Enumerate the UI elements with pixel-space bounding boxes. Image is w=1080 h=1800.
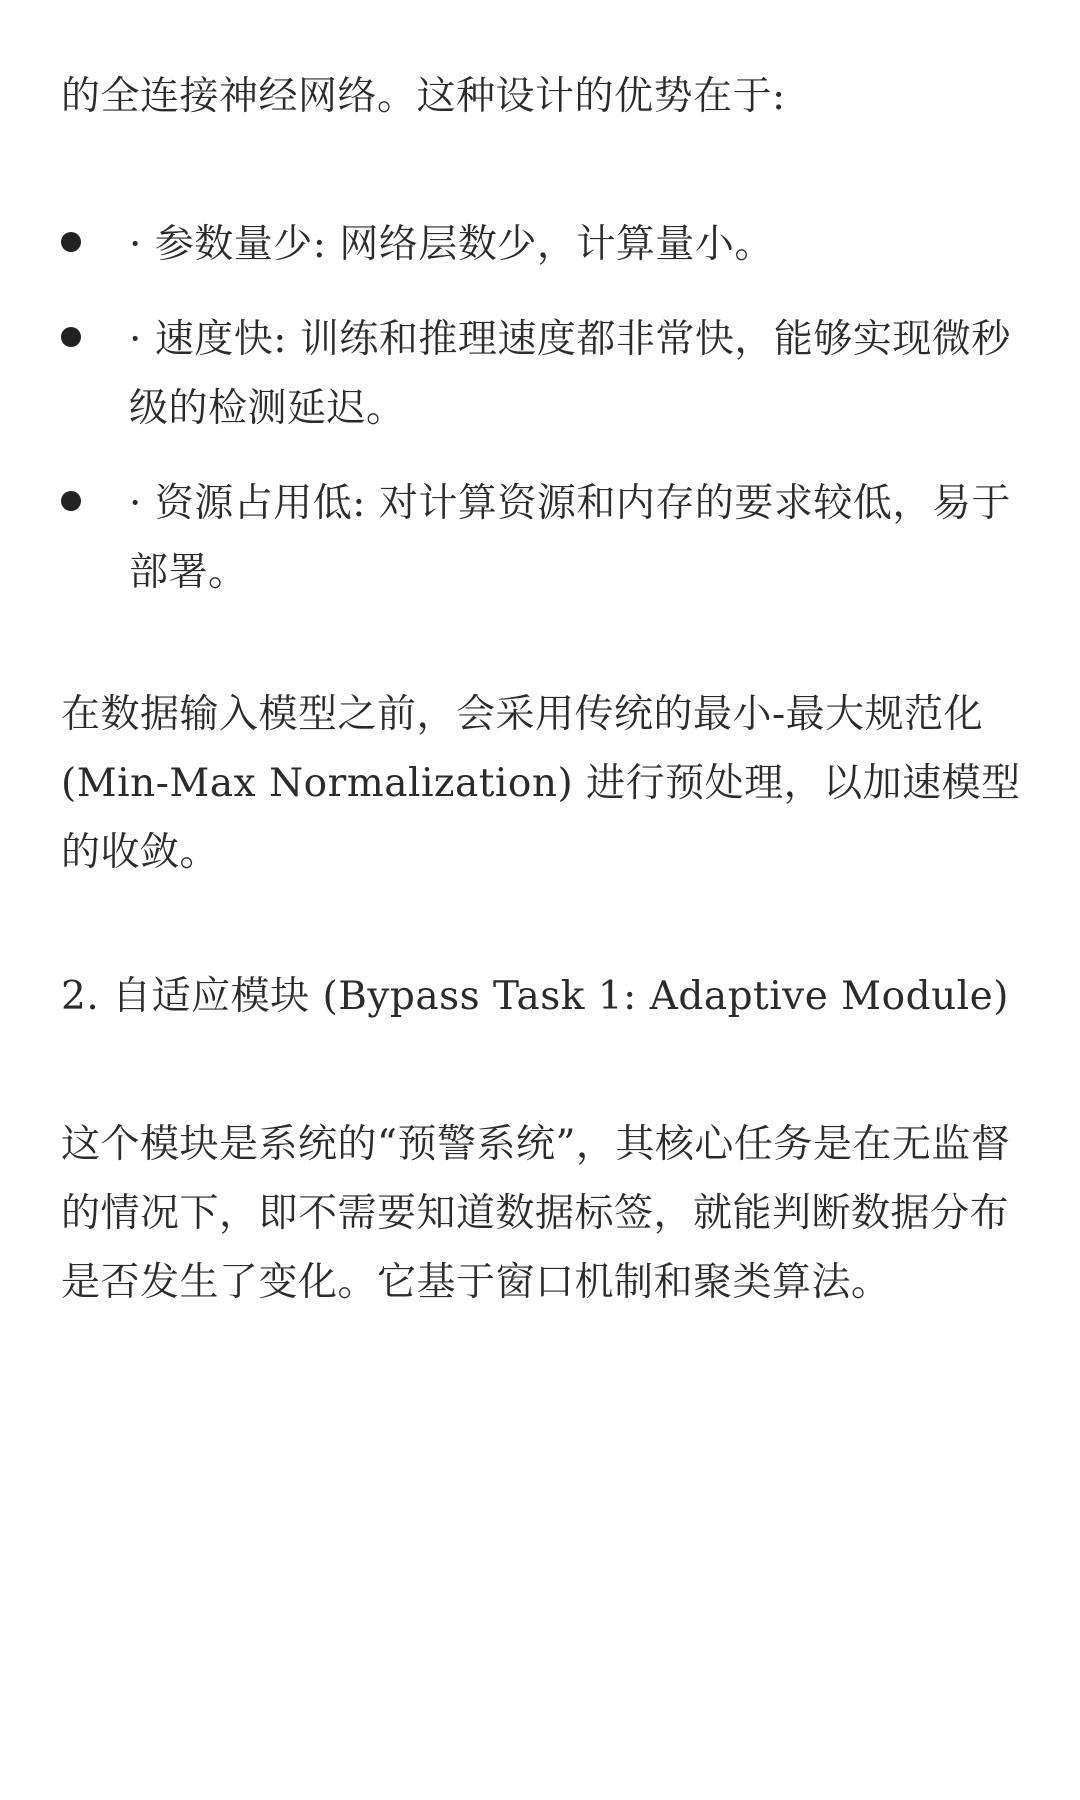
- list-item: [61, 305, 1031, 443]
- intro-paragraph: 的全连接神经网络。这种设计的优势在于:: [61, 74, 786, 119]
- section-heading: 2. 自适应模块 (Bypass Task 1: Adaptive Module): [61, 974, 1009, 1019]
- adaptive-module-paragraph: 这个模块是系统的“预警系统”，其核心任务是在无监督的情况下，即不需要知道数据标签，就能判断数据分布是否发生了变化。它基于窗口机制和聚类算法。: [61, 1122, 1011, 1305]
- list-item-text: · 速度快: 训练和推理速度都非常快，能够实现微秒级的检测延迟。: [129, 317, 1011, 431]
- list-item: [61, 210, 1031, 279]
- bullet-icon: [61, 491, 81, 511]
- list-item: [61, 469, 1031, 607]
- bullet-icon: [61, 327, 81, 347]
- bullet-icon: [61, 232, 81, 252]
- list-item-text: · 参数量少: 网络层数少，计算量小。: [129, 222, 774, 267]
- advantages-list: [61, 210, 1031, 633]
- normalization-paragraph: 在数据输入模型之前，会采用传统的最小-最大规范化 (Min-Max Normalization) 进行预处理，以加速模型的收敛。: [61, 692, 1021, 875]
- list-item-text: · 资源占用低: 对计算资源和内存的要求较低，易于部署。: [129, 481, 1011, 595]
